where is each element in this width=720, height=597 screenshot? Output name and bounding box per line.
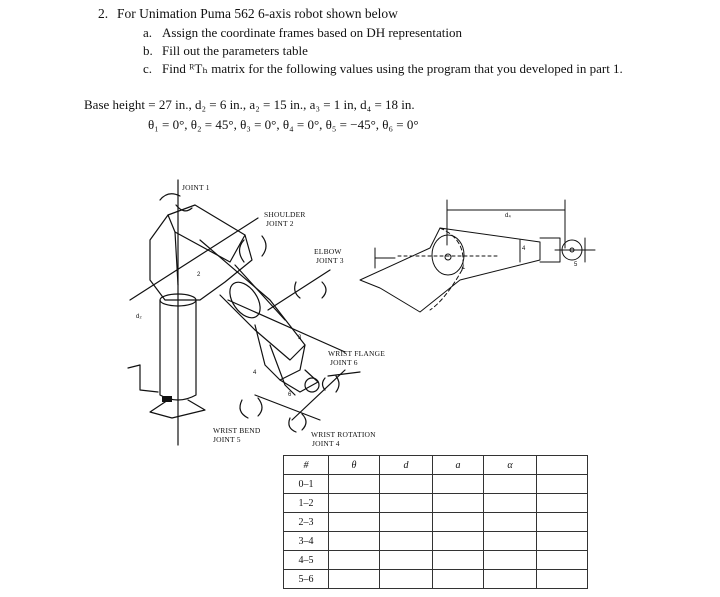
schematic-arm-outline: [360, 228, 540, 312]
dh-cell[interactable]: [537, 570, 588, 589]
dh-cell[interactable]: [380, 513, 433, 532]
part-a-text: Assign the coordinate frames based on DH representation: [162, 25, 462, 40]
given-angles-line: θ₁ = 0°, θ₂ = 45°, θ₃ = 0°, θ₄ = 0°, θ₅ = −45°, θ₆ = 0°: [148, 117, 419, 132]
dh-cell[interactable]: [433, 494, 484, 513]
part-c-text: Find ᴿTₕ matrix for the following values using the program that you developed in part 1.: [162, 61, 623, 76]
dh-header-alpha: α: [484, 456, 537, 475]
elbow-label: ELBOW: [314, 247, 342, 256]
link-number-4: 4: [253, 370, 257, 376]
dh-cell[interactable]: [380, 494, 433, 513]
dh-cell[interactable]: [484, 570, 537, 589]
dh-cell[interactable]: [433, 570, 484, 589]
dh-cell[interactable]: [380, 475, 433, 494]
dh-cell[interactable]: [484, 494, 537, 513]
dh-cell[interactable]: [329, 494, 380, 513]
table-row: [284, 475, 588, 494]
question-text: For Unimation Puma 562 6-axis robot shown below: [117, 6, 398, 21]
dh-cell[interactable]: [329, 570, 380, 589]
dh-row-label: 1–2: [284, 494, 329, 513]
dh-cell[interactable]: [329, 551, 380, 570]
question-number: 2.: [98, 6, 109, 21]
joint3-label: JOINT 3: [316, 256, 344, 265]
dh-cell[interactable]: [484, 551, 537, 570]
dh-cell[interactable]: [329, 513, 380, 532]
wrist-rotation-label: WRIST ROTATION: [311, 430, 376, 439]
dh-cell[interactable]: [380, 570, 433, 589]
dh-header-theta: θ: [329, 456, 380, 475]
joint6-label: JOINT 6: [330, 358, 358, 367]
dh-row-label: 4–5: [284, 551, 329, 570]
dh-cell[interactable]: [484, 475, 537, 494]
schematic-number-5: 5: [574, 262, 578, 268]
d2-label: d₂: [136, 314, 142, 320]
joint2-label: JOINT 2: [266, 219, 294, 228]
dh-cell[interactable]: [484, 532, 537, 551]
dh-header-index: #: [284, 456, 329, 475]
dh-row-label: 0–1: [284, 475, 329, 494]
shoulder-label: SHOULDER: [264, 210, 306, 219]
dh-cell[interactable]: [433, 475, 484, 494]
dh-cell[interactable]: [380, 532, 433, 551]
part-c-label: c.: [143, 61, 153, 76]
dh-table-header-row: [284, 456, 588, 475]
dh-cell[interactable]: [537, 513, 588, 532]
dh-header-d: d: [380, 456, 433, 475]
wrist-bend-label: WRIST BEND: [213, 426, 261, 435]
dh-cell[interactable]: [537, 475, 588, 494]
shoulder-axis-line: [130, 218, 258, 300]
table-row: [284, 532, 588, 551]
upper-arm: [200, 240, 305, 360]
dh-cell[interactable]: [537, 551, 588, 570]
link-number-3: 3: [298, 335, 302, 341]
dh-cell[interactable]: [537, 532, 588, 551]
dh-parameters-table: [283, 455, 588, 589]
table-row: [284, 570, 588, 589]
given-values-line: Base height = 27 in., d₂ = 6 in., a₂ = 15 in., a₃ = 1 in, d₄ = 18 in.: [84, 97, 415, 112]
schematic-number-4: 4: [522, 246, 526, 252]
dh-cell[interactable]: [433, 551, 484, 570]
part-b-label: b.: [143, 43, 153, 58]
part-b-text: Fill out the parameters table: [162, 43, 308, 58]
dh-header-blank: [537, 456, 588, 475]
dh-cell[interactable]: [433, 513, 484, 532]
joint5-label: JOINT 5: [213, 435, 241, 444]
part-a-label: a.: [143, 25, 153, 40]
dh-row-label: 3–4: [284, 532, 329, 551]
dh-cell[interactable]: [329, 475, 380, 494]
dh-row-label: 5–6: [284, 570, 329, 589]
table-row: [284, 551, 588, 570]
wrist-flange-label: WRIST FLANGE: [328, 349, 386, 358]
dh-cell[interactable]: [537, 494, 588, 513]
dh-cell[interactable]: [380, 551, 433, 570]
table-row: [284, 494, 588, 513]
link-number-2: 2: [197, 272, 201, 278]
joint1-label: JOINT 1: [182, 183, 210, 192]
dh-cell[interactable]: [484, 513, 537, 532]
link-number-6: 6: [288, 392, 292, 398]
dh-row-label: 2–3: [284, 513, 329, 532]
dh-header-a: a: [433, 456, 484, 475]
trunk-housing: [150, 205, 252, 300]
dh-cell[interactable]: [433, 532, 484, 551]
joint4-label: JOINT 4: [312, 439, 340, 448]
dh-cell[interactable]: [329, 532, 380, 551]
table-row: [284, 513, 588, 532]
d4-label: d₄: [505, 213, 511, 219]
schematic-number-1: 1: [462, 265, 466, 271]
